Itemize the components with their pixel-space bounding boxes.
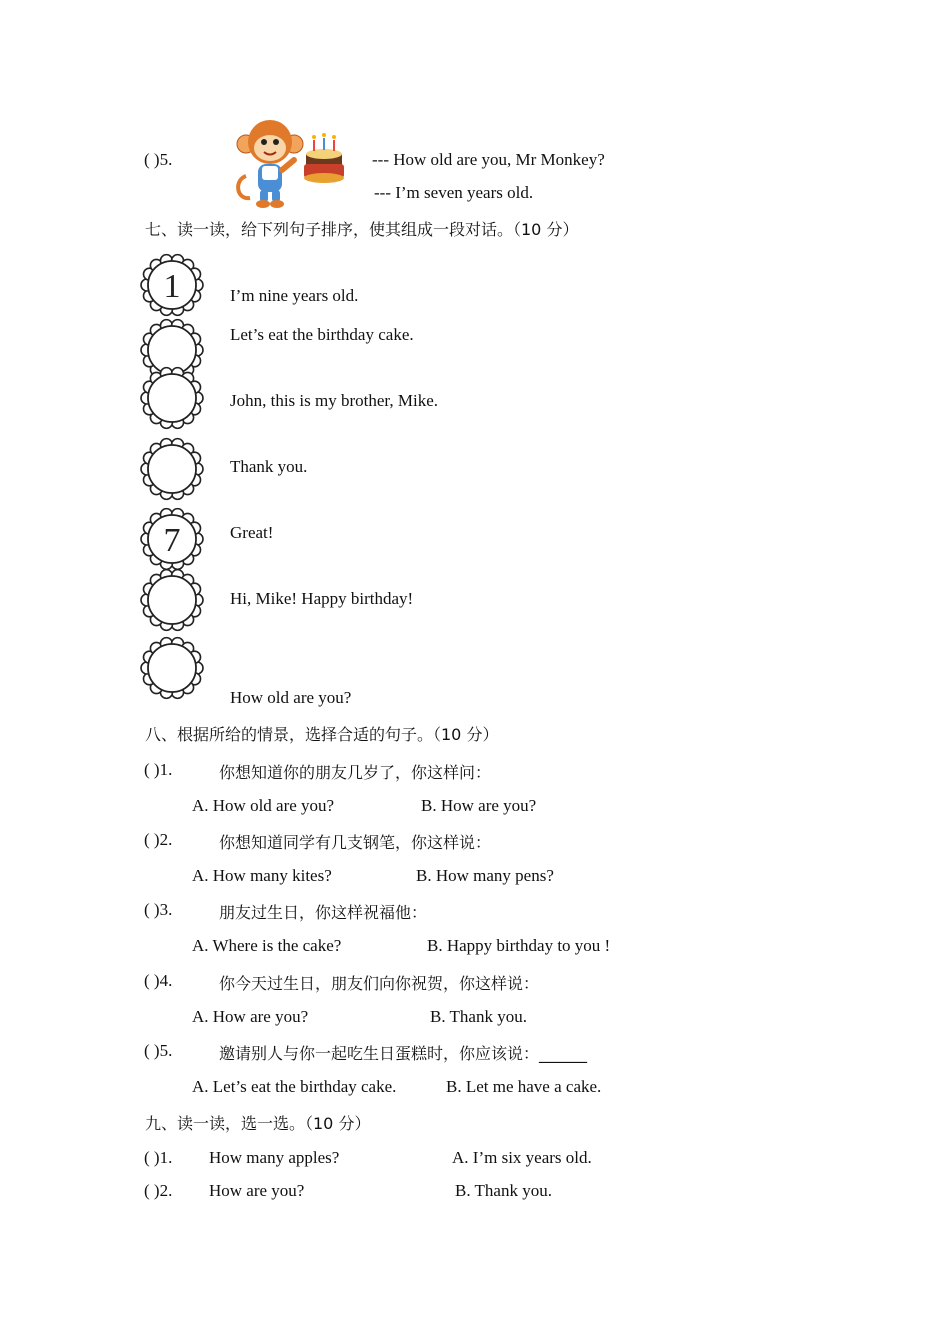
option-a: A. How many kites?: [192, 866, 332, 885]
section-9-title: 九、读一读，选一选。（10 分）: [145, 1114, 371, 1133]
order-number-badge: [140, 366, 204, 430]
option-a: A. How are you?: [192, 1007, 309, 1026]
sentence-7: How old are you?: [230, 688, 352, 707]
dialogue-line-1: --- How old are you, Mr Monkey?: [372, 150, 605, 169]
order-number: 1: [163, 268, 181, 305]
order-number-badge: [140, 253, 204, 317]
answer-option: A. I’m six years old.: [452, 1148, 592, 1167]
dialogue-line-2: --- I’m seven years old.: [374, 183, 534, 202]
question-prompt: 你今天过生日，朋友们向你祝贺，你这样说：: [219, 974, 540, 993]
sentence-1: I’m nine years old.: [230, 286, 359, 305]
answer-option: B. Thank you.: [455, 1181, 552, 1200]
option-b: B. How many pens?: [416, 866, 554, 885]
sentence-3: John, this is my brother, Mike.: [230, 391, 439, 410]
order-number-badge: [140, 636, 204, 700]
answer-blank: ( )2.: [144, 830, 173, 849]
question-prompt: 你想知道同学有几支钢笔，你这样说：: [219, 833, 492, 852]
option-b: B. Let me have a cake.: [446, 1077, 602, 1096]
option-a: A. Let’s eat the birthday cake.: [192, 1077, 397, 1096]
order-number-badge: [140, 437, 204, 501]
answer-blank: ( )2.: [144, 1181, 173, 1200]
sentence-2: Let’s eat the birthday cake.: [230, 325, 414, 344]
answer-blank: ( )1.: [144, 760, 173, 779]
section-7-title: 七、读一读，给下列句子排序，使其组成一段对话。（10 分）: [145, 220, 579, 239]
section-8-title: 八、根据所给的情景，选择合适的句子。（10 分）: [145, 725, 499, 744]
answer-blank: ( )1.: [144, 1148, 173, 1167]
sentence-5: Great!: [230, 523, 274, 542]
answer-blank: ( )5.: [144, 150, 173, 169]
question-text: How many apples?: [209, 1148, 340, 1167]
question-prompt: 邀请别人与你一起吃生日蛋糕时，你应该说：______: [219, 1044, 588, 1063]
sentence-6: Hi, Mike! Happy birthday!: [230, 589, 414, 608]
answer-blank: ( )4.: [144, 971, 173, 990]
option-a: A. Where is the cake?: [192, 936, 342, 955]
question-text: How are you?: [209, 1181, 305, 1200]
question-prompt: 你想知道你的朋友几岁了，你这样问：: [219, 763, 492, 782]
monkey-with-cake-image: [232, 118, 350, 210]
order-number-badge: [140, 507, 204, 571]
option-b: B. How are you?: [421, 796, 537, 815]
answer-blank: ( )5.: [144, 1041, 173, 1060]
sentence-4: Thank you.: [230, 457, 308, 476]
question-prompt: 朋友过生日，你这样祝福他：: [219, 903, 428, 922]
option-a: A. How old are you?: [192, 796, 335, 815]
answer-blank: ( )3.: [144, 900, 173, 919]
order-number-badge: [140, 568, 204, 632]
order-number: 7: [163, 522, 181, 559]
option-b: B. Thank you.: [430, 1007, 527, 1026]
option-b: B. Happy birthday to you !: [427, 936, 611, 955]
